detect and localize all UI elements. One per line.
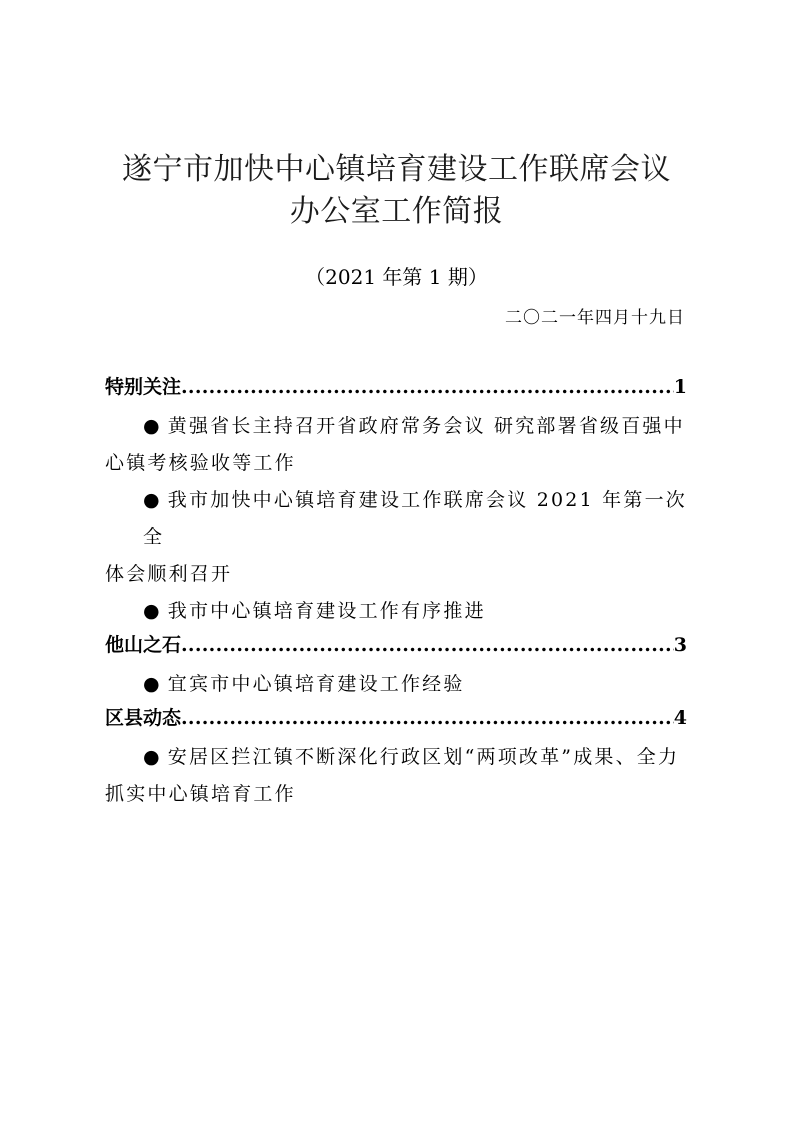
toc-item-text: 我市加快中心镇培育建设工作联席会议 2021 年第一次全 — [143, 489, 687, 548]
toc-section-county-news[interactable] — [105, 703, 687, 739]
toc-item[interactable] — [105, 739, 687, 813]
toc-item-text: 宜宾市中心镇培育建设工作经验 — [167, 673, 465, 695]
toc-section-other-experience[interactable] — [105, 630, 687, 666]
toc-item-text: 安居区拦江镇不断深化行政区划“两项改革”成果、全力 — [167, 746, 680, 768]
toc-leader-dots — [181, 634, 674, 656]
toc-page-number: 1 — [673, 376, 687, 398]
report-title-line1: 遂宁市加快中心镇培育建设工作联席会议 — [122, 152, 671, 187]
bullet-icon: ● — [143, 746, 162, 768]
toc-section-title: 区县动态 — [105, 707, 182, 729]
toc-item[interactable] — [105, 408, 687, 482]
bullet-icon: ● — [143, 415, 162, 437]
toc-section-title: 他山之石 — [105, 634, 182, 656]
issue-number: （2021 年第 1 期） — [305, 265, 488, 289]
toc-item-text-cont: 体会顺利召开 — [105, 563, 233, 585]
issue-date: 二〇二一年四月十九日 — [505, 308, 685, 328]
toc-item-text-cont: 心镇考核验收等工作 — [105, 452, 296, 474]
toc-item[interactable] — [105, 666, 687, 703]
toc-item-text: 黄强省长主持召开省政府常务会议 研究部署省级百强中 — [167, 415, 685, 437]
toc-item-text-cont: 抓实中心镇培育工作 — [105, 783, 296, 805]
toc-section-title: 特别关注 — [105, 376, 182, 398]
toc-item-text: 我市中心镇培育建设工作有序推进 — [167, 600, 486, 622]
toc-item[interactable] — [105, 482, 687, 593]
toc-section-special-focus[interactable] — [105, 372, 687, 408]
report-title-line2: 办公室工作简报 — [289, 194, 504, 229]
toc-leader-dots — [181, 707, 674, 729]
toc-leader-dots — [181, 376, 674, 398]
table-of-contents — [105, 372, 687, 813]
toc-item[interactable] — [105, 593, 687, 630]
bullet-icon: ● — [143, 600, 162, 622]
bullet-icon: ● — [143, 673, 162, 695]
toc-page-number: 3 — [673, 634, 687, 656]
bullet-icon: ● — [143, 489, 162, 511]
toc-page-number: 4 — [673, 707, 687, 729]
